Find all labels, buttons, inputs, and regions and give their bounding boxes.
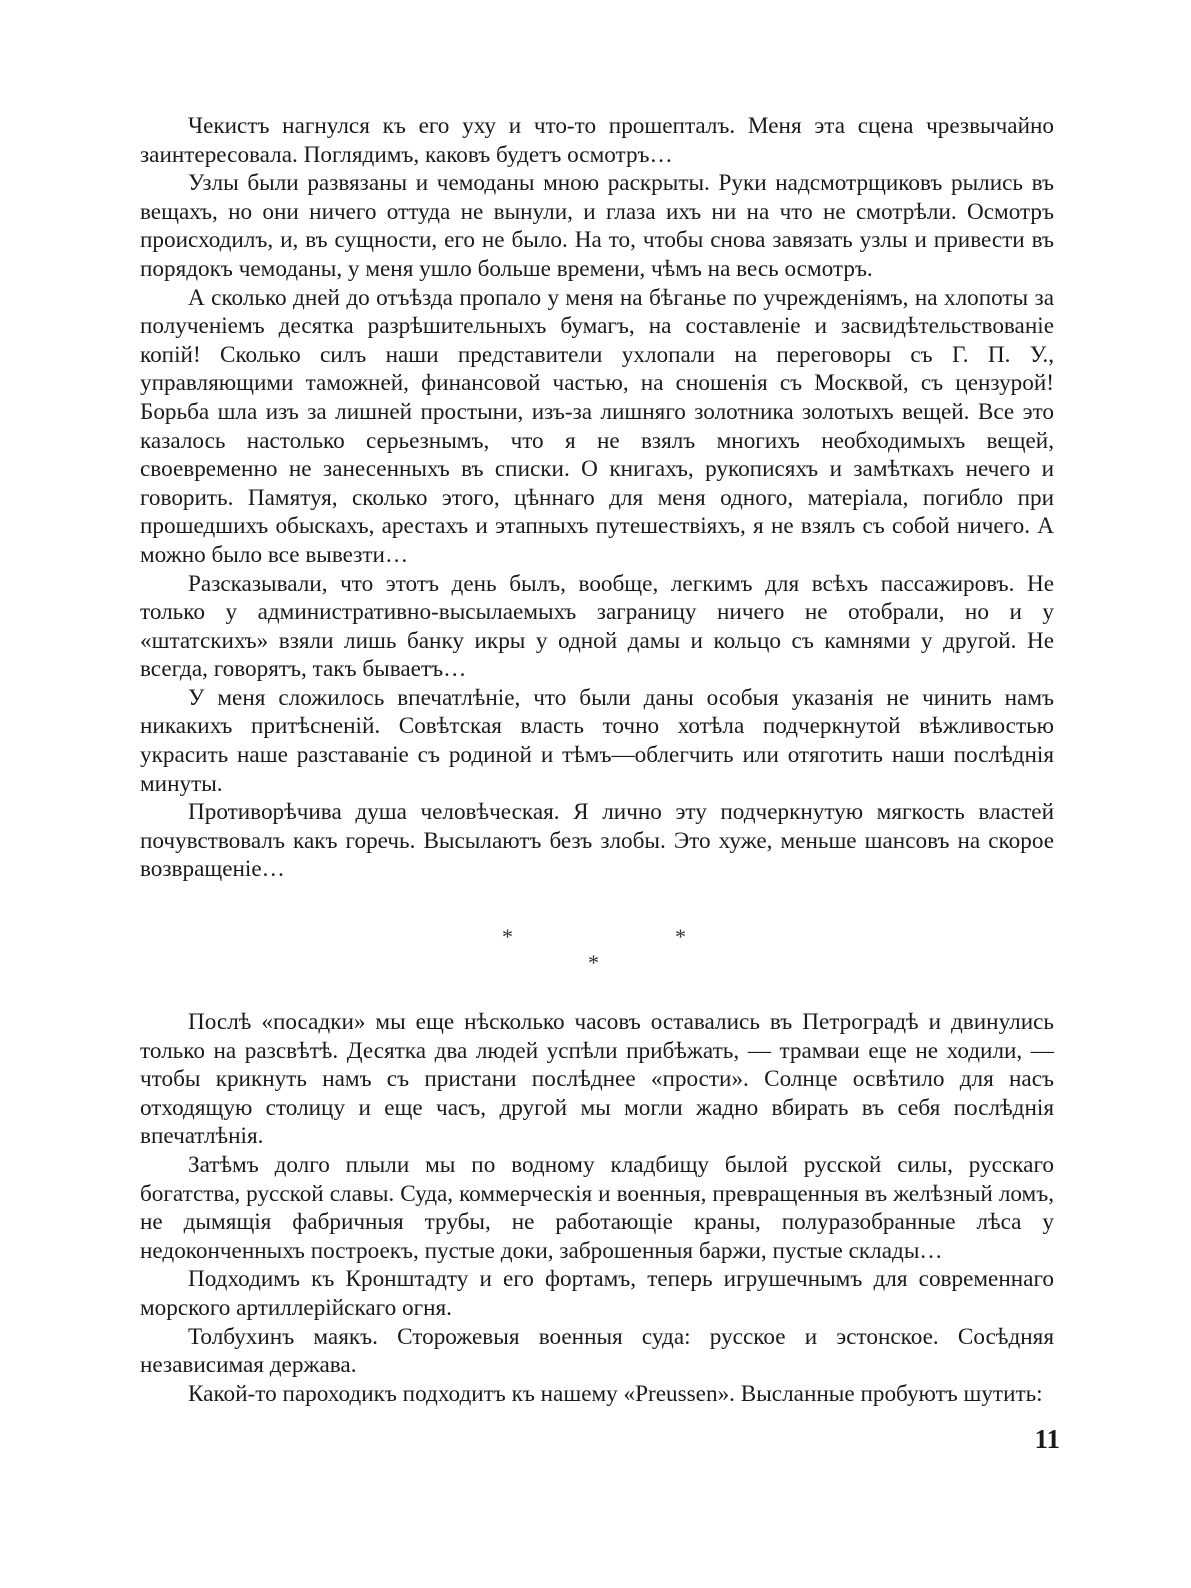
paragraph: Толбухинъ маякъ. Сторожевыя военныя суда: русское и эстонское. Сосѣдняя независимая держава. [140,1323,1054,1379]
paragraph: Послѣ «посадки» мы еще нѣсколько часовъ оставались въ Петроградѣ и двинулись только на разсвѣтѣ. Десятка два людей успѣли прибѣжать, — трамваи еще не ходили, — чтобы крикнуть намъ съ пристани послѣднее «прости». Солнце освѣтило для насъ отходящую столицу и еще часъ, другой мы могли жадно вбирать въ себя послѣднія впечатлѣнія. [140,1009,1054,1150]
paragraph: Подходимъ къ Кронштадту и его фортамъ, теперь игрушечнымъ для современнаго морского артиллерійскаго огня. [140,1266,1054,1321]
paragraph: Какой-то пароходикъ подходитъ къ нашему «Preussen». Высланные пробуютъ шутить: [188,1380,1043,1407]
paragraph: У меня сложилось впечатлѣніе, что были даны особыя указанія не чинить намъ никакихъ притѣсненій. Совѣтская власть точно хотѣла подчеркнутой вѣжливостью украсить наше разставаніе съ родиной и тѣмъ—облегчить или отяготить наши послѣднія минуты. [140,684,1054,797]
paragraph: Затѣмъ долго плыли мы по водному кладбищу былой русской силы, русскаго богатства, русской славы. Суда, коммерческія и военныя, превращенныя въ желѣзный ломъ, не дымящія фабричныя трубы, не работающіе краны, полуразобранные лѣса у недоконченныхъ построекъ, пустые доки, заброшенныя баржи, пустые склады… [140,1151,1054,1264]
asterisk: * [588,950,599,975]
section-divider-asterism [0,918,1191,978]
text-block-top [140,112,1054,884]
paragraph: Разсказывали, что этотъ день былъ, вообще, легкимъ для всѣхъ пассажировъ. Не только у административно-высылаемыхъ заграницу ничего не отобрали, но и у «штатскихъ» взяли лишь банку икры у одной дамы и кольцо съ камнями у другой. Не всегда, говорятъ, такъ бываетъ… [140,570,1054,683]
paragraph: Узлы были развязаны и чемоданы мною раскрыты. Руки надсмотрщиковъ рылись въ вещахъ, но они ничего оттуда не вынули, и глаза ихъ ни на что не смотрѣли. Осмотръ происходилъ, и, въ сущности, его не было. На то, чтобы снова завязать узлы и привести въ порядокъ чемоданы, у меня ушло больше времени, чѣмъ на весь осмотръ. [140,170,1054,282]
page-number: 11 [1034,1424,1060,1454]
paragraph: Чекистъ нагнулся къ его уху и что-то прошепталъ. Меня эта сцена чрезвычайно заинтересовала. Поглядимъ, каковъ будетъ осмотръ… [140,113,1054,168]
paragraph: А сколько дней до отъѣзда пропало у меня на бѣганье по учрежденіямъ, на хлопоты за полученіемъ десятка разрѣшительныхъ бумагъ, на составленіе и засвидѣтельствованіе копій! Сколько силъ наши представители ухлопали на переговоры съ Г. П. У., управляющими таможней, финансовой частью, на сношенія съ Москвой, съ цензурой! Борьба шла изъ за лишней простыни, изъ-за лишняго золотника золотыхъ вещей. Все это казалось настолько серьезнымъ, что я не взялъ многихъ необходимыхъ вещей, своевременно не занесенныхъ въ списки. О книгахъ, рукописяхъ и замѣткахъ нечего и говорить. Памятуя, сколько этого, цѣннаго для меня одного, матеріала, погибло при прошедшихъ обыскахъ, арестахъ и этапныхъ путешествіяхъ, я не взялъ съ собой ничего. А можно было все вывезти… [140,284,1054,568]
asterisk: * [675,924,686,949]
paragraph: Противорѣчива душа человѣческая. Я лично эту подчеркнутую мягкость властей почувствовалъ какъ горечь. Высылаютъ безъ злобы. Это хуже, меньше шансовъ на скорое возвращеніе… [140,799,1054,883]
text-block-bottom [140,1008,1054,1408]
asterisk: * [502,924,513,949]
